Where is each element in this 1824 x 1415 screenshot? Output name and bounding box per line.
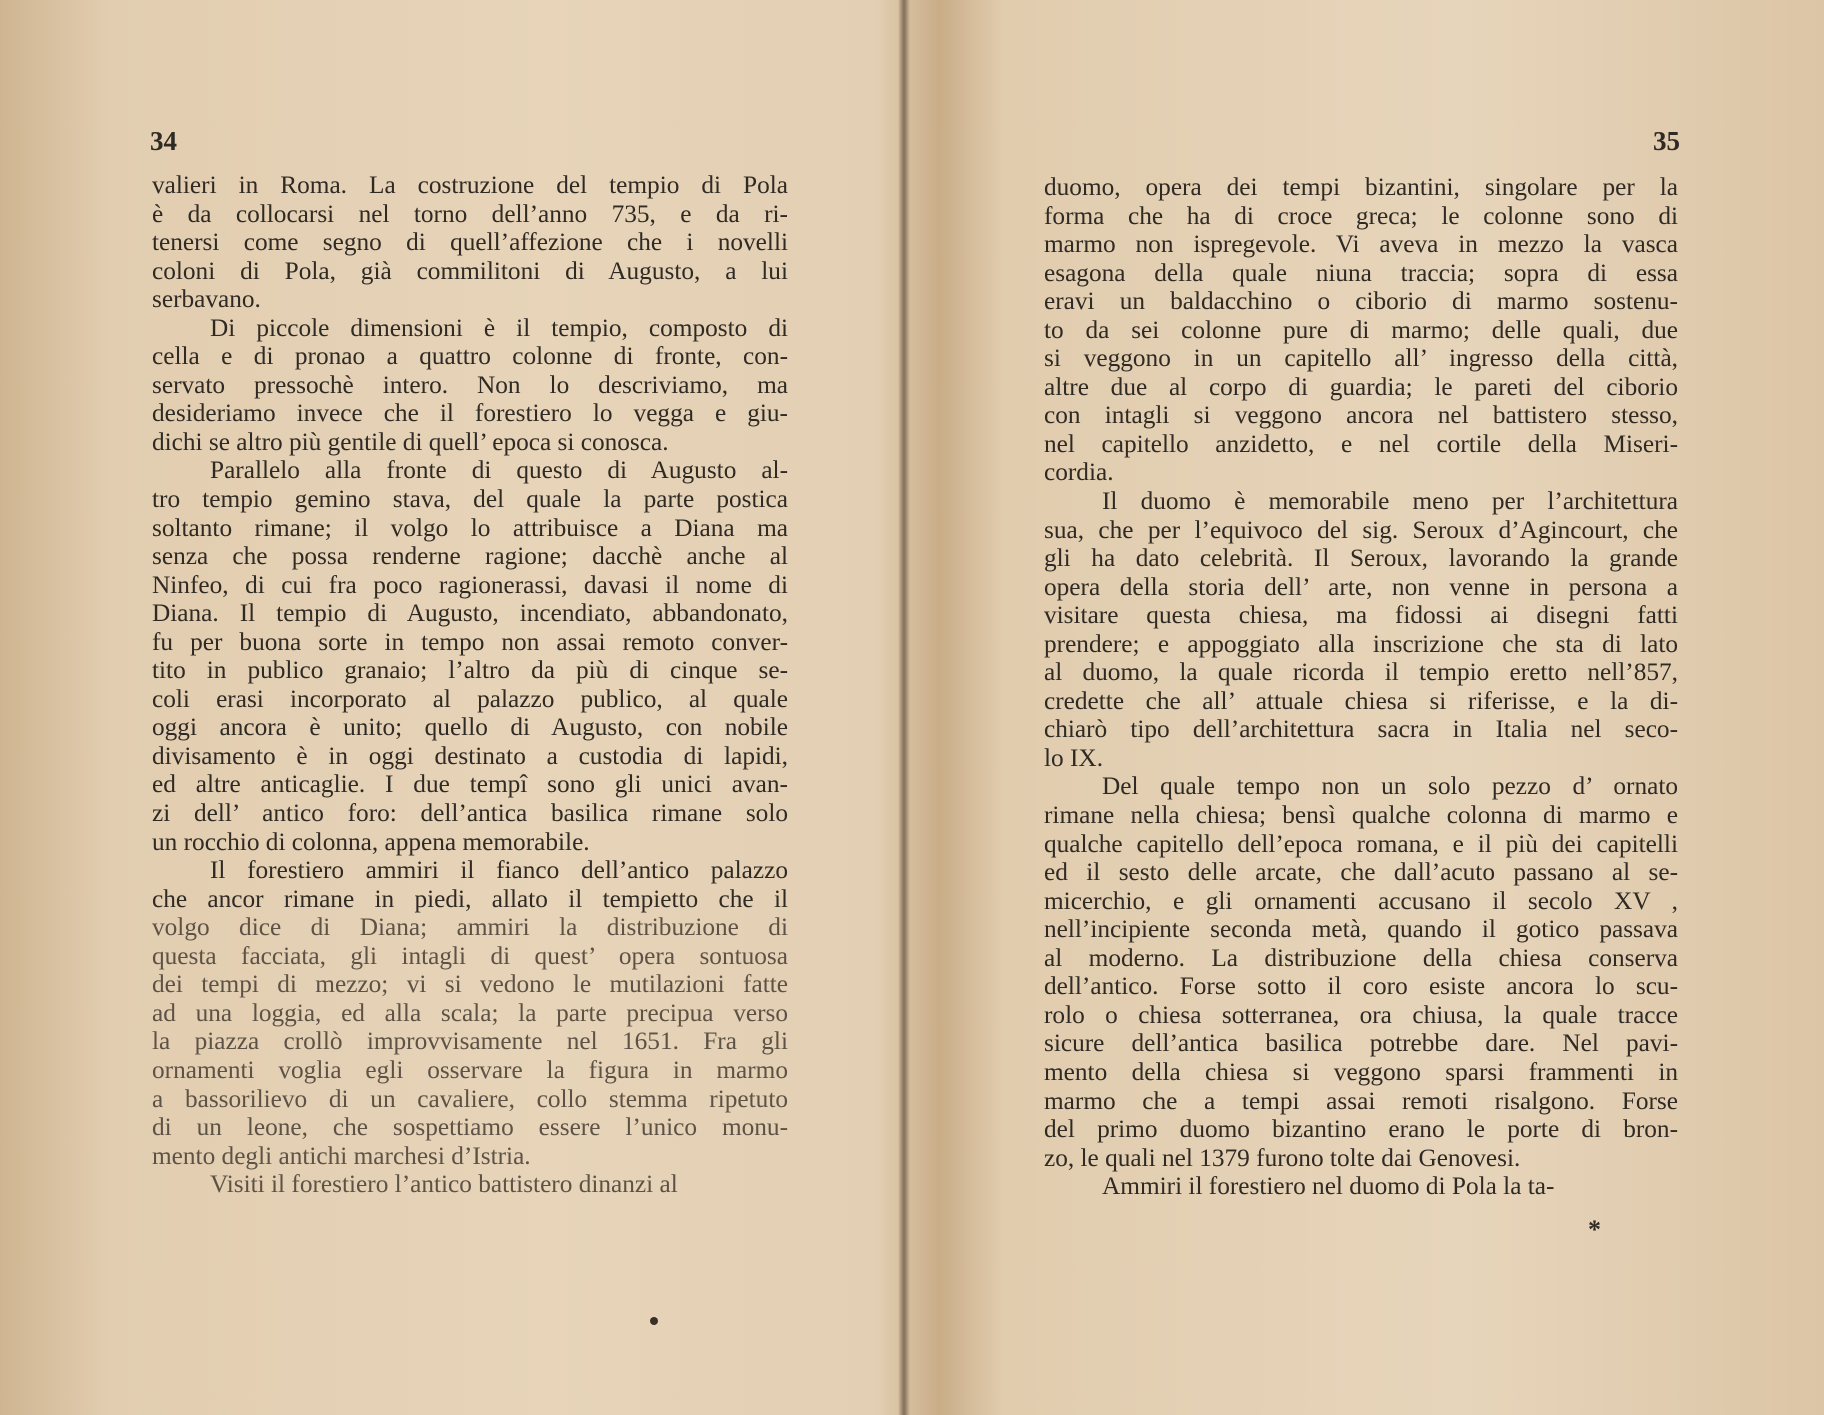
text-line: gli ha dato celebrità. Il Seroux, lavorando la grande	[1044, 544, 1678, 573]
text-line: ornamenti voglia egli osservare la figura in marmo	[152, 1055, 788, 1084]
text-line: cella e di pronao a quattro colonne di fronte, con-	[152, 342, 788, 371]
signature-mark: *	[1588, 1215, 1601, 1244]
text-line: fu per buona sorte in tempo non assai remoto conver-	[152, 627, 788, 656]
text-line: del primo duomo bizantino erano le porte di bron-	[1044, 1115, 1678, 1144]
text-line: divisamento è in oggi destinato a custodia di lapidi,	[152, 741, 788, 770]
left-page	[0, 0, 900, 1415]
text-line: dei tempi di mezzo; vi si vedono le mutilazioni fatte	[152, 970, 788, 999]
text-line: dichi se altro più gentile di quell’ epoca si conosca.	[152, 427, 669, 456]
text-line: Diana. Il tempio di Augusto, incendiato, abbandonato,	[152, 599, 788, 628]
text-line: questa facciata, gli intagli di quest’ opera sontuosa	[152, 941, 788, 970]
text-line: rimane nella chiesa; bensì qualche colonna di marmo e	[1044, 801, 1678, 830]
text-line: è da collocarsi nel torno dell’anno 735, e da ri-	[152, 199, 788, 228]
text-line: al moderno. La distribuzione della chiesa conserva	[1044, 943, 1678, 972]
text-line: marmo non ispregevole. Vi aveva in mezzo la vasca	[1044, 230, 1678, 259]
text-line: sicure dell’antica basilica potrebbe dare. Nel pavi-	[1044, 1029, 1678, 1058]
text-line: a bassorilievo di un cavaliere, collo stemma ripetuto	[152, 1084, 788, 1113]
text-line: Di piccole dimensioni è il tempio, composto di	[210, 313, 788, 342]
text-line: eravi un baldacchino o ciborio di marmo sostenu-	[1044, 287, 1678, 316]
text-line: zo, le quali nel 1379 furono tolte dai Genovesi.	[1044, 1143, 1521, 1172]
text-line: nel capitello anzidetto, e nel cortile della Miseri-	[1044, 429, 1678, 458]
right-page	[910, 0, 1824, 1415]
right-page-text	[1044, 173, 1678, 1201]
text-line: ed altre anticaglie. I due tempî sono gli unici avan-	[152, 770, 788, 799]
text-line: to da sei colonne pure di marmo; delle quali, due	[1044, 315, 1678, 344]
text-line: chiarò tipo dell’architettura sacra in Italia nel seco-	[1044, 715, 1678, 744]
text-line: rolo o chiesa sotterranea, ora chiusa, la quale tracce	[1044, 1000, 1678, 1029]
text-line: esagona della quale niuna traccia; sopra di essa	[1044, 258, 1678, 287]
text-line: nell’incipiente seconda metà, quando il gotico passava	[1044, 915, 1678, 944]
text-line: la piazza crollò improvvisamente nel 1651. Fra gli	[152, 1027, 788, 1056]
text-line: tro tempio gemino stava, del quale la parte postica	[152, 485, 788, 514]
text-line: forma che ha di croce greca; le colonne sono di	[1044, 201, 1678, 230]
text-line: valieri in Roma. La costruzione del tempio di Pola	[152, 171, 788, 199]
text-line: micerchio, e gli ornamenti accusano il secolo XV ,	[1044, 886, 1678, 915]
text-line: Ninfeo, di cui fra poco ragionerassi, davasi il nome di	[152, 570, 788, 599]
text-line: desideriamo invece che il forestiero lo vegga e giu-	[152, 399, 788, 428]
text-line: serbavano.	[152, 285, 261, 314]
text-line: al duomo, la quale ricorda il tempio eretto nell’857,	[1044, 658, 1678, 687]
text-line: tenersi come segno di quell’affezione che i novelli	[152, 228, 788, 257]
text-line: visitare questa chiesa, ma fidossi ai disegni fatti	[1044, 601, 1678, 630]
text-line: coli erasi incorporato al palazzo publico, al quale	[152, 684, 788, 713]
text-line: cordia.	[1044, 458, 1114, 487]
text-line: Il forestiero ammiri il fianco dell’antico palazzo	[210, 856, 788, 885]
text-line: mento degli antichi marchesi d’Istria.	[152, 1141, 531, 1170]
text-line: Del quale tempo non un solo pezzo d’ ornato	[1102, 772, 1678, 801]
text-line: ed il sesto delle arcate, che dall’acuto passano al se-	[1044, 858, 1678, 887]
text-line: Ammiri il forestiero nel duomo di Pola la ta-	[1102, 1172, 1555, 1201]
text-line: che ancor rimane in piedi, allato il tempietto che il	[152, 884, 788, 913]
text-line: ad una loggia, ed alla scala; la parte precipua verso	[152, 998, 788, 1027]
text-line: mento della chiesa si veggono sparsi frammenti in	[1044, 1057, 1678, 1086]
text-line: volgo dice di Diana; ammiri la distribuzione di	[152, 913, 788, 942]
text-line: un rocchio di colonna, appena memorabile.	[152, 827, 590, 856]
text-line: marmo che a tempi assai remoti risalgono. Forse	[1044, 1086, 1678, 1115]
text-line: credette che all’ attuale chiesa si riferisse, e la di-	[1044, 686, 1678, 715]
text-line: coloni di Pola, già commilitoni di Augusto, a lui	[152, 256, 788, 285]
text-line: servato pressochè intero. Non lo descriviamo, ma	[152, 370, 788, 399]
text-line: zi dell’ antico foro: dell’antica basilica rimane solo	[152, 799, 788, 828]
text-line: altre due al corpo di guardia; le pareti del ciborio	[1044, 372, 1678, 401]
text-line: con intagli si veggono ancora nel battistero stesso,	[1044, 401, 1678, 430]
text-line: sua, che per l’equivoco del sig. Seroux d’Agincourt, che	[1044, 515, 1678, 544]
left-page-text	[152, 171, 788, 1199]
text-line: Il duomo è memorabile meno per l’architettura	[1102, 487, 1678, 516]
text-line: oggi ancora è unito; quello di Augusto, con nobile	[152, 713, 788, 742]
text-line: Visiti il forestiero l’antico battistero dinanzi al	[210, 1170, 678, 1199]
text-line: tito in publico granaio; l’altro da più di cinque se-	[152, 656, 788, 685]
text-line: di un leone, che sospettiamo essere l’unico monu-	[152, 1113, 788, 1142]
text-line: prendere; e appoggiato alla inscrizione che sta di lato	[1044, 629, 1678, 658]
text-line: opera della storia dell’ arte, non venne in persona a	[1044, 572, 1678, 601]
page-number-left: 34	[150, 126, 177, 156]
text-line: senza che possa renderne ragione; dacchè anche al	[152, 542, 788, 571]
text-line: si veggono in un capitello all’ ingresso della città,	[1044, 344, 1678, 373]
text-line: dell’antico. Forse sotto il coro esiste ancora lo scu-	[1044, 972, 1678, 1001]
text-line: qualche capitello dell’epoca romana, e il più dei capitelli	[1044, 829, 1678, 858]
ink-dot	[650, 1317, 658, 1325]
text-line: soltanto rimane; il volgo lo attribuisce a Diana ma	[152, 513, 788, 542]
text-line: Parallelo alla fronte di questo di Augusto al-	[210, 456, 788, 485]
text-line: duomo, opera dei tempi bizantini, singolare per la	[1044, 173, 1678, 201]
text-line: lo IX.	[1044, 743, 1104, 772]
page-number-right: 35	[1653, 126, 1680, 156]
